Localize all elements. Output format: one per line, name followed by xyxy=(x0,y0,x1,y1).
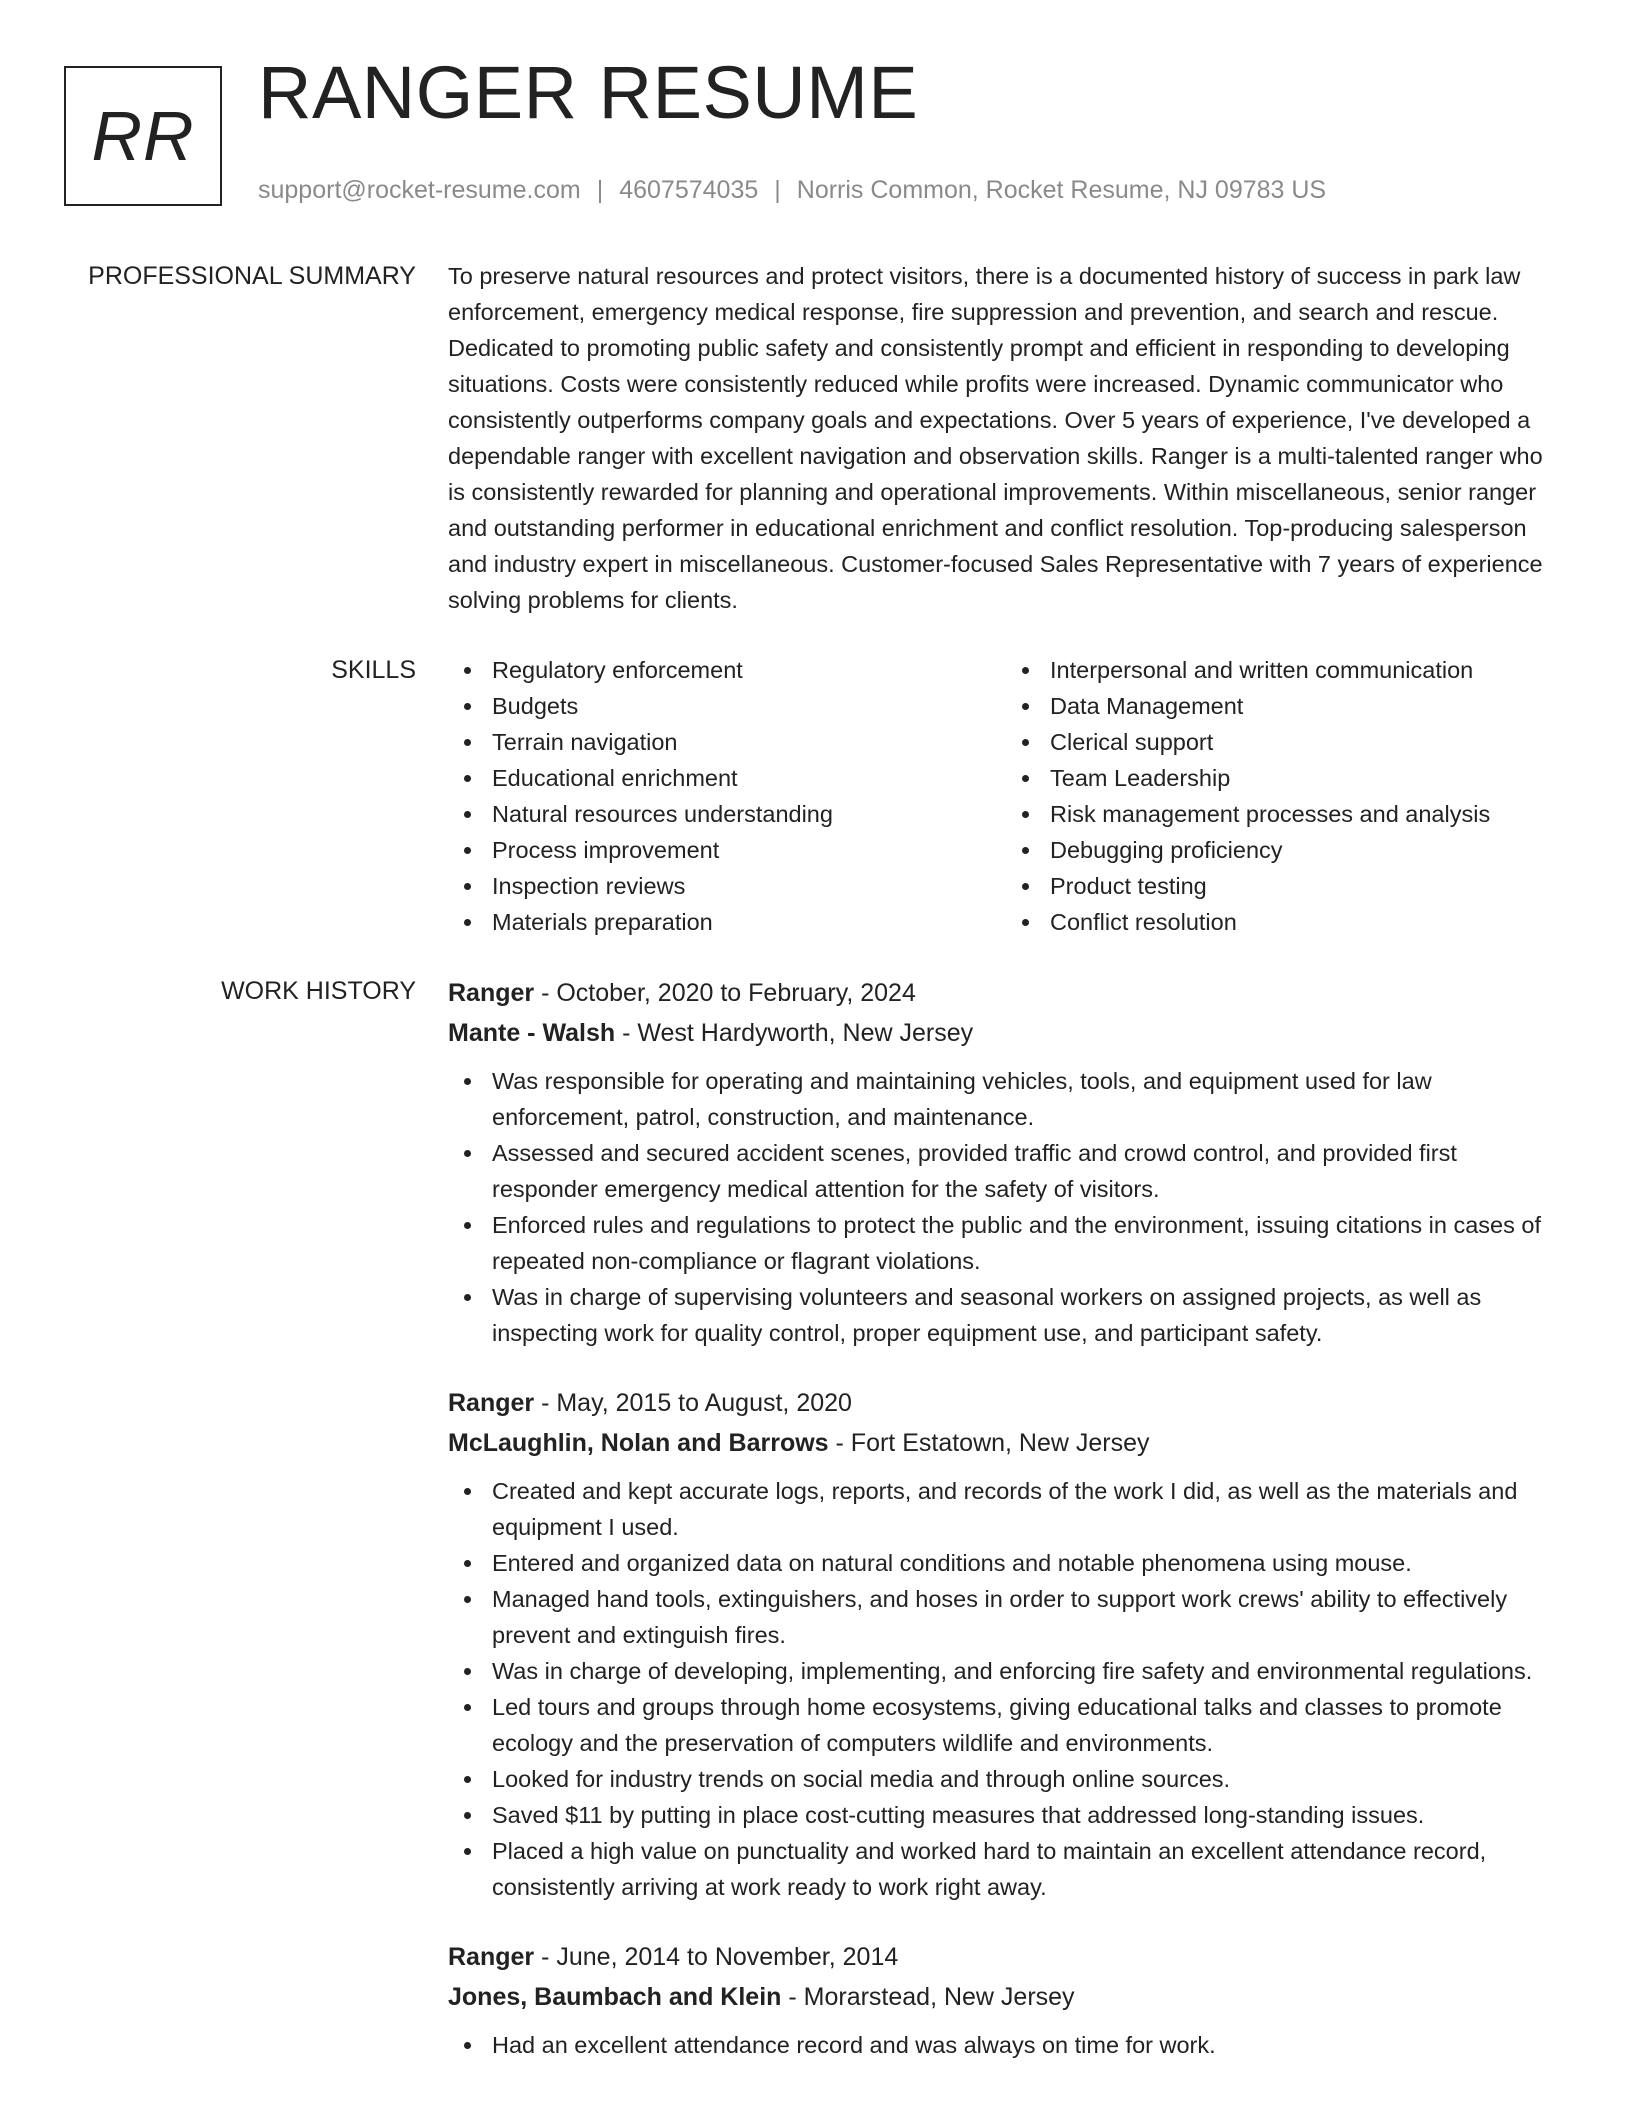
job-company: Mante - Walsh xyxy=(448,1019,616,1047)
job-title: Ranger xyxy=(448,1389,535,1417)
skill-item: Natural resources understanding xyxy=(492,796,1006,832)
skill-item: Clerical support xyxy=(1050,724,1564,760)
skill-item: Interpersonal and written communication xyxy=(1050,652,1564,688)
duty-item: Looked for industry trends on social media and through online sources. xyxy=(492,1761,1564,1797)
duty-item: Was responsible for operating and maintaining vehicles, tools, and equipment used for law enforcement, patrol, construction, and maintenance. xyxy=(492,1063,1564,1135)
section-heading: PROFESSIONAL SUMMARY xyxy=(88,262,416,290)
duty-item: Placed a high value on punctuality and worked hard to maintain an excellent attendance record, consistently arriving at work ready to work right away. xyxy=(492,1833,1564,1905)
skills-columns xyxy=(448,652,1564,940)
job-title: Ranger xyxy=(448,979,535,1007)
job-title-line xyxy=(448,1937,1564,1977)
job-company-line xyxy=(448,1977,1564,2017)
duty-item: Had an excellent attendance record and was always on time for work. xyxy=(492,2027,1564,2063)
job-dates: - May, 2015 to August, 2020 xyxy=(534,1389,852,1417)
job-company-line xyxy=(448,1423,1564,1463)
contact-address: Norris Common, Rocket Resume, NJ 09783 US xyxy=(796,176,1327,204)
job-company: Jones, Baumbach and Klein xyxy=(448,1983,782,2011)
duty-item: Entered and organized data on natural conditions and notable phenomena using mouse. xyxy=(492,1545,1564,1581)
contact-phone[interactable]: 4607574035 xyxy=(619,176,759,204)
job-dates: - June, 2014 to November, 2014 xyxy=(534,1943,899,1971)
duty-item: Was in charge of developing, implementing, and enforcing fire safety and environmental regulations. xyxy=(492,1653,1564,1689)
skill-item: Budgets xyxy=(492,688,1006,724)
skill-item: Data Management xyxy=(1050,688,1564,724)
skill-item: Educational enrichment xyxy=(492,760,1006,796)
section-body xyxy=(448,258,1564,618)
duty-item: Saved $11 by putting in place cost-cutting measures that addressed long-standing issues. xyxy=(492,1797,1564,1833)
duty-item: Led tours and groups through home ecosystems, giving educational talks and classes to promote ecology and the preservation of computers wildlife and environments. xyxy=(492,1689,1564,1761)
duty-item: Enforced rules and regulations to protect the public and the environment, issuing citations in cases of repeated non-compliance or flagrant violations. xyxy=(492,1207,1564,1279)
contact-line xyxy=(258,176,1326,205)
skill-item: Materials preparation xyxy=(492,904,1006,940)
duty-item: Created and kept accurate logs, reports, and records of the work I did, as well as the materials and equipment I used. xyxy=(492,1473,1564,1545)
skill-item: Team Leadership xyxy=(1050,760,1564,796)
skill-item: Terrain navigation xyxy=(492,724,1006,760)
job-company-line xyxy=(448,1013,1564,1053)
skill-item: Regulatory enforcement xyxy=(492,652,1006,688)
contact-email[interactable]: support@rocket-resume.com xyxy=(258,176,581,204)
section-heading: SKILLS xyxy=(331,656,416,684)
job-location: - Morarstead, New Jersey xyxy=(781,1983,1075,2011)
contact-separator: | xyxy=(774,176,781,204)
skill-item: Product testing xyxy=(1050,868,1564,904)
skill-item: Inspection reviews xyxy=(492,868,1006,904)
job-title-line xyxy=(448,973,1564,1013)
job-entry xyxy=(448,1937,1564,2063)
job-dates: - October, 2020 to February, 2024 xyxy=(534,979,916,1007)
skill-item: Process improvement xyxy=(492,832,1006,868)
skill-item: Risk management processes and analysis xyxy=(1050,796,1564,832)
skills-list-right xyxy=(1006,652,1564,940)
job-title: Ranger xyxy=(448,1943,535,1971)
section-body xyxy=(448,973,1564,2095)
job-title-line xyxy=(448,1383,1564,1423)
duty-item: Was in charge of supervising volunteers and seasonal workers on assigned projects, as well as inspecting work for quality control, proper equipment use, and participant safety. xyxy=(492,1279,1564,1351)
monogram: RR xyxy=(64,66,222,206)
job-location: - West Hardyworth, New Jersey xyxy=(615,1019,974,1047)
skills-list-left xyxy=(448,652,1006,940)
job-company: McLaughlin, Nolan and Barrows xyxy=(448,1429,829,1457)
duty-item: Assessed and secured accident scenes, provided traffic and crowd control, and provided first responder emergency medical attention for the safety of visitors. xyxy=(492,1135,1564,1207)
job-entry xyxy=(448,973,1564,1351)
job-duties xyxy=(448,1063,1564,1351)
skill-item: Conflict resolution xyxy=(1050,904,1564,940)
page-title: RANGER RESUME xyxy=(258,51,919,134)
job-duties xyxy=(448,1473,1564,1905)
job-entry xyxy=(448,1383,1564,1905)
job-duties xyxy=(448,2027,1564,2063)
contact-separator: | xyxy=(596,176,604,204)
skill-item: Debugging proficiency xyxy=(1050,832,1564,868)
summary-text: To preserve natural resources and protect visitors, there is a documented history of success in park law enforcement, emergency medical response, fire suppression and prevention, and search and rescue. Dedicated to promoting public safety and consistently prompt and efficient in responding to developing situations. Costs were consistently reduced while profits were increased. Dynamic communicator who consistently outperforms company goals and expectations. Over 5 years of experience, I've developed a dependable ranger with excellent navigation and observation skills. Ranger is a multi-talented ranger who is consistently rewarded for planning and operational improvements. Within miscellaneous, senior ranger and outstanding performer in educational enrichment and conflict resolution. Top-producing salesperson and industry expert in miscellaneous. Customer-focused Sales Representative with 7 years of experience solving problems for clients. xyxy=(448,263,1543,613)
section-body xyxy=(448,652,1564,940)
section-heading: WORK HISTORY xyxy=(221,977,416,1005)
job-location: - Fort Estatown, New Jersey xyxy=(828,1429,1150,1457)
duty-item: Managed hand tools, extinguishers, and hoses in order to support work crews' ability to effectively prevent and extinguish fires. xyxy=(492,1581,1564,1653)
